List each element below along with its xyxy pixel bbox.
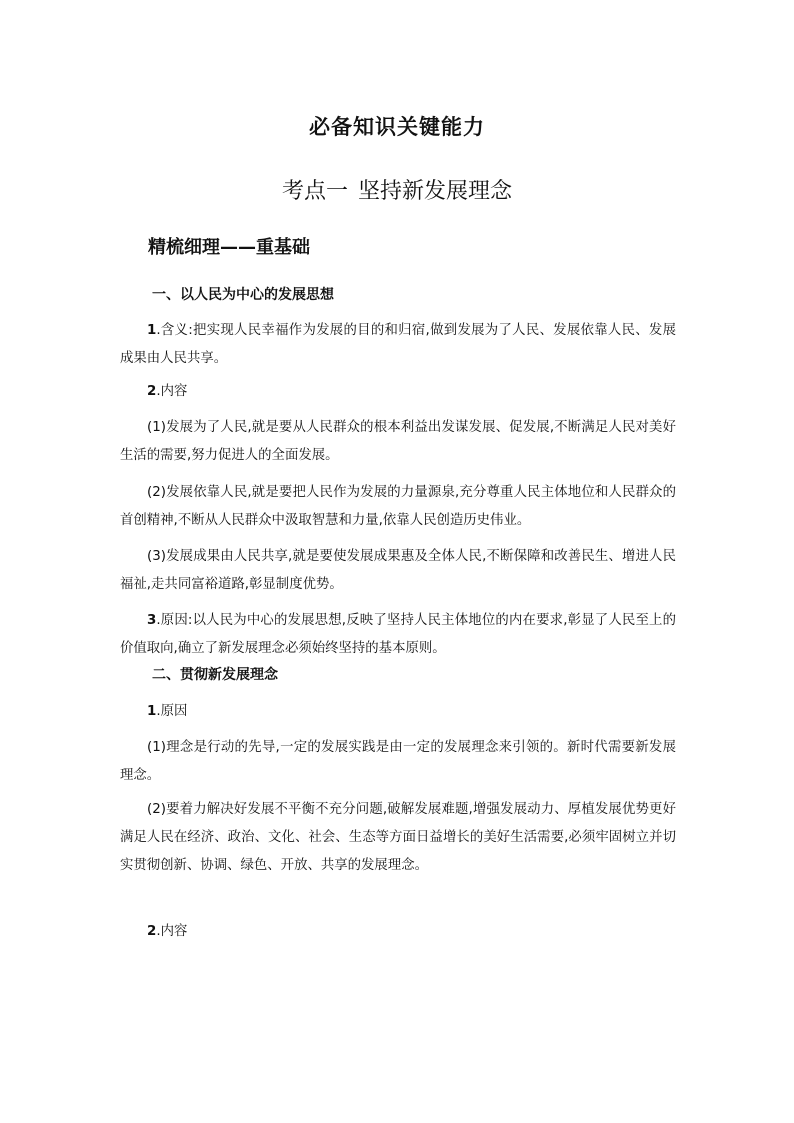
paragraph-number: 2 <box>147 384 157 399</box>
part1-content-item-1: (1)发展为了人民,就是要从人民群众的根本利益出发谋发展、促发展,不断满足人民对美好生活的需要,努力促进人的全面发展。 <box>120 420 676 463</box>
part2-reason-item-1: (1)理念是行动的先导,一定的发展实践是由一定的发展理念来引领的。新时代需要新发展理念。 <box>120 740 676 783</box>
paragraph-text: .原因:以人民为中心的发展思想,反映了坚持人民主体地位的内在要求,彰显了人民至上的价值取向,确立了新发展理念必须始终坚持的基本原则。 <box>120 613 676 656</box>
paragraph-number: 1 <box>147 323 157 338</box>
paragraph-text: .含义:把实现人民幸福作为发展的目的和归宿,做到发展为了人民、发展依靠人民、发展成果由人民共享。 <box>120 323 676 366</box>
part2-reason-label <box>147 702 187 722</box>
exam-point-label: 考点一 <box>281 179 348 204</box>
document-title: 必备知识关键能力 <box>309 115 485 139</box>
exam-point-heading <box>0 177 794 207</box>
part1-paragraph-meaning <box>120 317 676 373</box>
part1-paragraph-reason <box>120 607 676 663</box>
paragraph-number: 2 <box>147 924 157 939</box>
label-text: .原因 <box>156 704 188 719</box>
exam-point-title: 坚持新发展理念 <box>358 179 513 204</box>
part1-content-item-2: (2)发展依靠人民,就是要把人民作为发展的力量源泉,充分尊重人民主体地位和人民群众的首创精神,不断从人民群众中汲取智慧和力量,依靠人民创造历史伟业。 <box>120 485 676 528</box>
paragraph-number: 3 <box>147 613 157 628</box>
section-title: 精梳细理——重基础 <box>148 237 310 258</box>
part2-content-label <box>147 922 187 942</box>
part1-content-label <box>147 382 187 402</box>
label-text: .内容 <box>156 924 188 939</box>
label-text: .内容 <box>156 384 188 399</box>
part1-heading: 一、以人民为中心的发展思想 <box>152 287 334 303</box>
part2-reason-item-2: (2)要着力解决好发展不平衡不充分问题,破解发展难题,增强发展动力、厚植发展优势更好满足人民在经济、政治、文化、社会、生态等方面日益增长的美好生活需要,必须牢固树立并切实贯彻创新、协调、绿色、开放、共享的发展理念。 <box>120 802 676 873</box>
paragraph-number: 1 <box>147 704 157 719</box>
part1-content-item-3: (3)发展成果由人民共享,就是要使发展成果惠及全体人民,不断保障和改善民生、增进人民福祉,走共同富裕道路,彰显制度优势。 <box>120 549 676 592</box>
part2-heading: 二、贯彻新发展理念 <box>152 667 278 683</box>
